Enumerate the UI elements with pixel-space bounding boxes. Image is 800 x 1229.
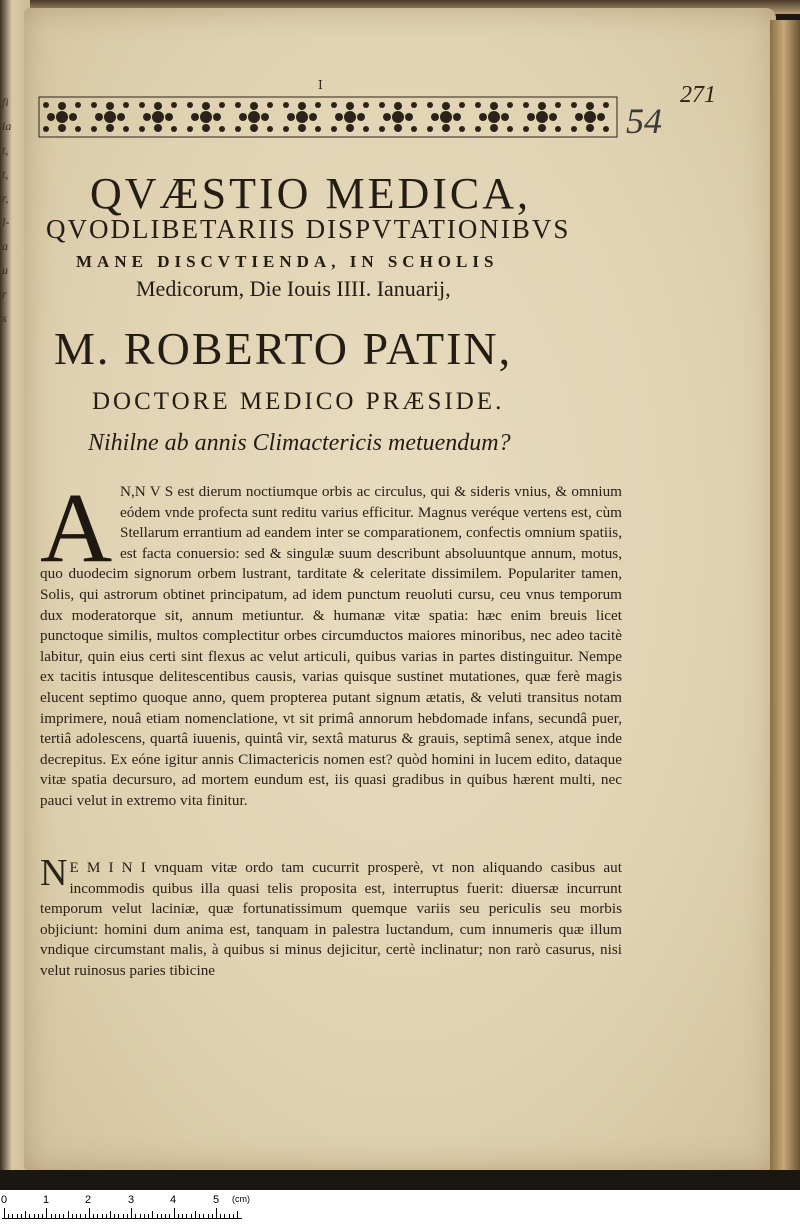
facing-page-letter: r xyxy=(2,287,7,301)
paragraph-1 xyxy=(40,482,622,812)
ruler-tick xyxy=(89,1208,90,1218)
ruler-tick xyxy=(118,1214,119,1218)
ruler-baseline xyxy=(2,1218,242,1219)
ruler-tick xyxy=(165,1214,166,1218)
ruler-tick xyxy=(220,1214,221,1218)
ruler-tick xyxy=(131,1208,132,1218)
ruler-tick xyxy=(68,1211,69,1218)
title-line-2: QVODLIBETARIIS DISPVTATIONIBVS xyxy=(46,214,571,244)
ruler-tick xyxy=(199,1214,200,1218)
facing-page-letter: t, xyxy=(2,167,9,181)
ruler-tick xyxy=(144,1214,145,1218)
ruler-tick xyxy=(148,1214,149,1218)
facing-page-letters xyxy=(2,90,26,330)
drop-cap-space xyxy=(40,482,120,564)
ruler-tick xyxy=(4,1208,5,1218)
ruler-tick xyxy=(191,1214,192,1218)
scale-ruler xyxy=(0,1190,800,1229)
title-line-1: QVÆSTIO MEDICA, xyxy=(90,169,531,218)
ornament-unit xyxy=(235,102,273,132)
ruler-tick xyxy=(38,1214,39,1218)
ruler-tick xyxy=(140,1214,141,1218)
ruler-tick xyxy=(85,1214,86,1218)
ornament-unit xyxy=(427,102,465,132)
facing-page-letter: ia xyxy=(2,119,12,133)
ruler-tick xyxy=(157,1214,158,1218)
paragraph-2-text: E M I N I vnquam vitæ ordo tam cucurrit prosperè, vt non aliquando casibus aut incommodis quibus illa quasi telis proposita est, interruptus fuerit: diuersæ incurrunt temporum velut laciniæ, quæ fortunatissimum quemque variis seu periculis seu morbis objiciunt: homini dum anima est, tanquam in palestra luctandum, cum innumeris quæ illum vndique circumstant malis, à quibus si minus dejicitur, certè inclinatur; non rarò casurus, nisi velut ruinosus paries tibicine xyxy=(40,859,622,979)
ruler-label: 0 xyxy=(1,1194,8,1206)
ornament-unit xyxy=(571,102,609,132)
ornament-unit xyxy=(43,102,81,132)
title-line-4: Medicorum, Die Iouis IIII. Ianuarij, xyxy=(136,276,451,301)
ruler-tick xyxy=(8,1214,9,1218)
drop-cap-initial: A xyxy=(40,472,113,583)
ruler-tick xyxy=(114,1214,115,1218)
ruler-tick xyxy=(102,1214,103,1218)
ornament-unit xyxy=(91,102,129,132)
ruler-tick xyxy=(17,1214,18,1218)
ornament-unit xyxy=(187,102,225,132)
ruler-tick xyxy=(178,1214,179,1218)
ruler-tick xyxy=(55,1214,56,1218)
ruler-label: 3 xyxy=(128,1194,135,1206)
ruler-label: 5 xyxy=(213,1194,220,1206)
ruler-tick xyxy=(97,1214,98,1218)
ruler-tick xyxy=(161,1214,162,1218)
ruler-tick xyxy=(34,1214,35,1218)
ruler-tick xyxy=(182,1214,183,1218)
ruler-tick xyxy=(127,1214,128,1218)
ruler-tick xyxy=(195,1211,196,1218)
signature-mark: I xyxy=(318,78,323,92)
ruler-tick xyxy=(233,1214,234,1218)
ruler-tick xyxy=(110,1211,111,1218)
ruler-label: 1 xyxy=(43,1194,50,1206)
ruler-tick xyxy=(203,1214,204,1218)
ruler-tick xyxy=(135,1214,136,1218)
paragraph-2 xyxy=(40,852,622,982)
ruler-tick xyxy=(25,1211,26,1218)
ornament-unit xyxy=(331,102,369,132)
ruler-tick xyxy=(72,1214,73,1218)
ruler-label: 4 xyxy=(170,1194,177,1206)
ornamental-header-band xyxy=(38,96,618,138)
thesis-question: Nihilne ab annis Climactericis metuendum? xyxy=(88,430,511,456)
ruler-tick xyxy=(93,1214,94,1218)
ruler-tick xyxy=(12,1214,13,1218)
folio-stamp-number: 271 xyxy=(680,82,716,108)
ruler-tick xyxy=(208,1214,209,1218)
ruler-tick xyxy=(224,1214,225,1218)
ruler-tick xyxy=(216,1208,217,1218)
ruler-tick xyxy=(212,1214,213,1218)
ruler-tick xyxy=(29,1214,30,1218)
ruler-tick xyxy=(237,1211,238,1218)
ornament-unit xyxy=(283,102,321,132)
ruler-tick xyxy=(51,1214,52,1218)
ruler-tick xyxy=(63,1214,64,1218)
facing-page-letter: fi xyxy=(2,95,9,109)
ruler-tick xyxy=(76,1214,77,1218)
ornament-unit xyxy=(139,102,177,132)
ruler-tick xyxy=(123,1214,124,1218)
ruler-label: 2 xyxy=(85,1194,92,1206)
facing-page-letter: u xyxy=(2,263,8,277)
ruler-tick xyxy=(186,1214,187,1218)
facing-page-letter: s xyxy=(2,311,7,325)
ruler-tick xyxy=(21,1214,22,1218)
book-fore-edge xyxy=(770,20,800,1170)
ruler-unit: (cm) xyxy=(232,1194,250,1204)
praeses-name: M. ROBERTO PATIN, xyxy=(54,323,513,374)
ruler-tick xyxy=(42,1214,43,1218)
ruler-tick xyxy=(169,1214,170,1218)
ornament-unit xyxy=(475,102,513,132)
facing-page-letter: a xyxy=(2,239,8,253)
ornament-unit xyxy=(523,102,561,132)
facing-page-letter: l- xyxy=(2,215,10,229)
ruler-tick xyxy=(229,1214,230,1218)
facing-page-letter: t, xyxy=(2,143,9,157)
praeses-title: DOCTORE MEDICO PRÆSIDE. xyxy=(92,388,505,415)
ornament-unit xyxy=(379,102,417,132)
ruler-tick xyxy=(46,1208,47,1218)
paragraph-2-initial: N xyxy=(40,852,68,894)
facing-page-letter: r, xyxy=(2,191,9,205)
ruler-tick xyxy=(174,1208,175,1218)
ruler-tick xyxy=(106,1214,107,1218)
paragraph-1-text: N,N V S est dierum noctiumque orbis ac circulus, qui & sideris vnius, & omnium eódem vnde profecta sunt reditu varius efficitur. Magnus veréque vertens est, cùm Stellarum errantium ad eandem inter se comparationem, confectis omnium spatiis, est facta conuersio: sed & singulæ suum describunt absoluuntque annum, motus, quo duodecim signorum orbem lustrant, tarditate & celeritate dissimilem. Populariter tamen, Solis, qui astrorum obtinet principatum, ad idem punctum reuoluti cursu, ceu vnus temporum dux moderatorque sit, annum metiuntur. & humanæ vitæ spatia: hæc enim breuis licet punctoque similis, multos complectitur orbes circumductos maiores minoribus, nec adeo tacitè labitur, quin eius certi sint flexus ac velut articuli, quibus varias in partes distinguitur. Nempe ex tacitis intusque delitescentibus causis, varias quisque sustinet mutationes, quæ ferè magis elucent septimo quoque anno, quem propterea putant signum ætatis, & veluti transitus notam imprimere, nouâ etiam nomenclatione, vt sit primâ annorum hebdomade infans, secundâ puer, tertiâ adolescens, quartâ iuuenis, quintâ vir, sextâ maturus & grauis, septimâ senex, atque inde decrepitus. Ex eóne igitur annis Climactericis nomen est? quòd homini in lucem edito, dataque vitæ spatia decursuro, ad mortem eundum est, iis quasi gradibus in quibus hærent multi, nec pauci velut in extremo vita finitur. xyxy=(40,483,622,809)
handwritten-folio-number: 54 xyxy=(626,101,662,141)
title-line-3: MANE DISCVTIENDA, IN SCHOLIS xyxy=(76,252,499,271)
ruler-tick xyxy=(152,1211,153,1218)
ruler-tick xyxy=(80,1214,81,1218)
ruler-tick xyxy=(59,1214,60,1218)
